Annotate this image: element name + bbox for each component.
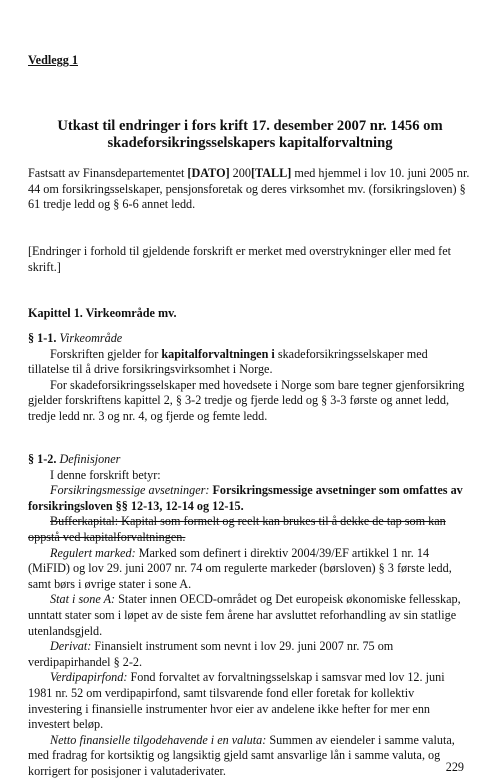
definition-regulert-marked: Regulert marked: Marked som definert i direktiv 2004/39/EF artikkel 1 nr. 14 (MiFID) og lov 29. juni 2007 nr. 74 om regulerte markeder (børsloven) § 3 første ledd, samt børs i øvrige stater i sone A.	[28, 545, 452, 591]
section-1-2: § 1-2. Definisjoner I denne forskrift betyr: Forsikringsmessige avsetninger: Forsikringsmessige avsetninger som omfattes av forsikringsloven §§ 12-13, 12-14 og 12-15. Bufferkapital: Kapital som formelt og reelt kan brukes til å dekke de tap som kan oppstå ved kapitalforvaltningen. Regulert marked: Marked som definert i direktiv 2004/39/EF artikkel 1 nr. 14 (MiFID) og lov 29. juni 2007 nr. 74 om regulerte markeder (børsloven) § 3 første ledd, samt børs i øvrige stater i sone A. Stat i sone A: Stater innen OECD-området og Det europeisk økonomiske fellesskap, unntatt stater som i løpet av de siste fem årene har avsluttet reforhandling av sin statlige utenlandsgjeld. Derivat: Finansielt instrument som nevnt i lov 29. juni 2007 nr. 75 om verdipapirhandel § 2-2. Verdipapirfond: Fond forvaltet av forvaltningsselskap i samsvar med lov 12. juni 1981 nr. 52 om verdipapirfond, samt tilsvarende fond eller foretak for kollektiv investering i finansielle instrumenter hvor eier av andelene ikke hefter for mer enn investert beløp. Netto finansielle tilgodehavende i en valuta: Summen av eiendeler i samme valuta, med fradrag for kortsiktig og langsiktig gjeld samt ansvarlige lån i samme valuta, og korrigert for posisjoner i valutaderivater.	[0, 452, 470, 779]
definition-netto-tilgodehavende: Netto finansielle tilgodehavende i en valuta: Summen av eiendeler i samme valuta, med fradrag for kortsiktig og langsiktig gjeld samt ansvarlige lån i samme valuta, og korrigert for posisjoner i valutaderivater.	[28, 732, 455, 778]
chapter-heading: Kapittel 1. Virkeområde mv.	[28, 306, 177, 320]
section-1-1: § 1-1. Virkeområde Forskriften gjelder for kapitalforvaltningen i skadeforsikringsselskaper med tillatelse til å drive forsikringsvirksomhet i Norge. For skadeforsikringsselskaper med hovedsete i Norge som bare tegner gjenforsikring gjelder forskriftens kapittel 2, § 3-2 tredje og fjerde ledd og § 3-3 første og annet ledd, tredje ledd nr. 3 og nr. 4, og fjerde og femte ledd.	[28, 331, 465, 423]
page-title: Utkast til endringer i fors krift 17. desember 2007 nr. 1456 om skadeforsikringsselskapers kapitalforvaltning	[57, 118, 443, 151]
definition-sone-a: Stat i sone A: Stater innen OECD-området og Det europeisk økonomiske fellesskap, unntatt stater som i løpet av de siste fem årene har avsluttet reforhandling av sin statlige utenlandsgjeld.	[28, 592, 461, 638]
definition-derivat: Derivat: Finansielt instrument som nevnt i lov 29. juni 2007 nr. 75 om verdipapirhandel § 2-2.	[28, 639, 394, 669]
appendix-label: Vedlegg 1	[28, 53, 78, 67]
preamble-paragraph: Fastsatt av Finansdepartementet [DATO] 200[TALL] med hjemmel i lov 10. juni 2005 nr. 44 om forsikringsselskaper, pensjonsforetak og deres virksomhet mv. (forsikringsloven) § 61 tredje ledd og § 6-6 annet ledd.	[28, 166, 470, 212]
page-number: 229	[445, 760, 464, 774]
definition-forsikringsmessige: Forsikringsmessige avsetninger: Forsikringsmessige avsetninger som omfattes av forsikringsloven §§ 12-13, 12-14 og 12-15.	[28, 483, 463, 513]
definition-verdipapirfond: Verdipapirfond: Fond forvaltet av forvaltningsselskap i samsvar med lov 12. juni 1981 nr. 52 om verdipapirfond, samt tilsvarende fond eller foretak for kollektiv investering i finansielle instrumenter hvor eier av andelene ikke hefter for mer enn investert beløp.	[28, 670, 445, 732]
amendment-note: [Endringer i forhold til gjeldende forskrift er merket med overstrykninger eller med fet skrift.]	[28, 244, 452, 274]
definition-bufferkapital-struck: Bufferkapital: Kapital som formelt og reelt kan brukes til å dekke de tap som kan oppstå ved kapitalforvaltningen.	[28, 514, 446, 544]
